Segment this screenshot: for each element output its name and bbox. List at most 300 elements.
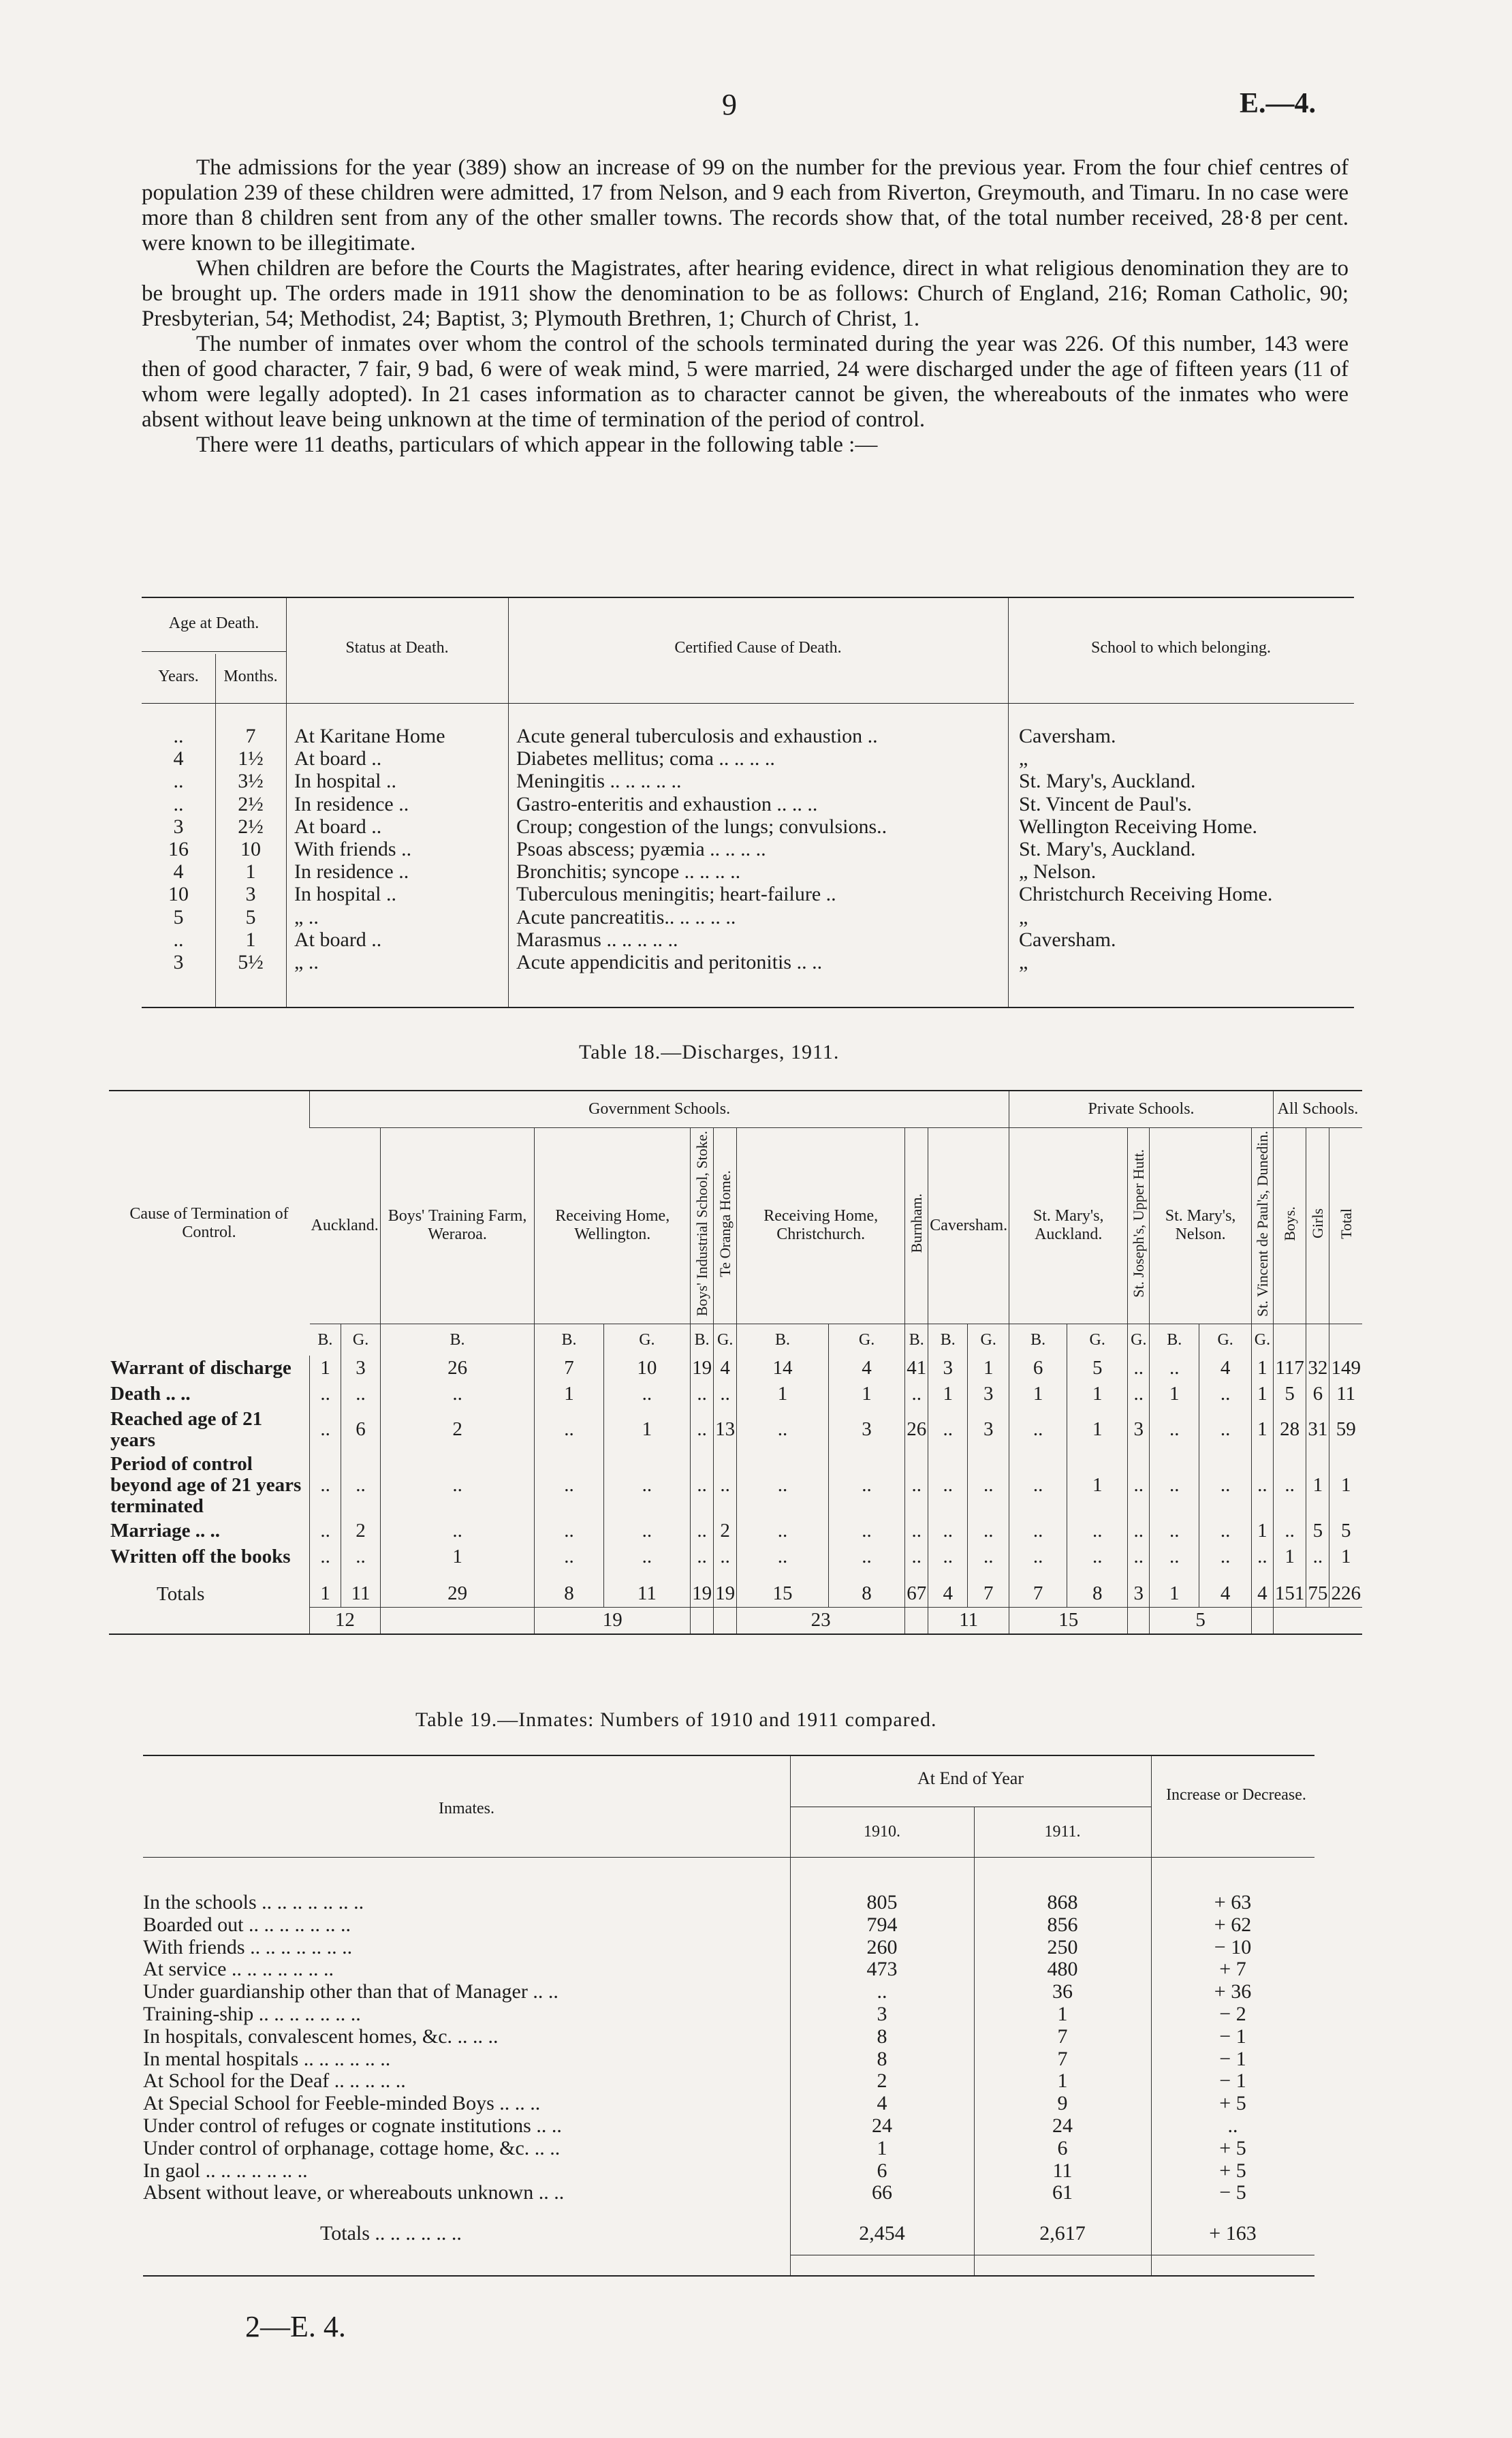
count-cell: .. — [535, 1407, 603, 1452]
total-cell: 75 — [1306, 1570, 1329, 1608]
total-cell: 4 — [928, 1570, 968, 1608]
subtotal-cell: 11 — [928, 1607, 1009, 1634]
count-cell: .. — [905, 1544, 928, 1570]
inmates-cell: 6 — [877, 2159, 887, 2182]
count-cell: .. — [737, 1407, 829, 1452]
deaths-cell: 3 — [173, 951, 184, 973]
count-cell: .. — [1150, 1452, 1199, 1518]
count-cell: 6 — [1009, 1356, 1067, 1381]
count-cell: .. — [905, 1381, 928, 1407]
inmates-cell: 11 — [1052, 2159, 1073, 2182]
total-cell: 4 — [1251, 1570, 1273, 1608]
subtotal-cell: 5 — [1150, 1607, 1252, 1634]
count-cell: .. — [310, 1407, 341, 1452]
total-cell: 19 — [714, 1570, 737, 1608]
inmates-cell: + 36 — [1214, 1980, 1252, 2003]
subtotals-row — [109, 1607, 1362, 1634]
count-cell: 26 — [905, 1407, 928, 1452]
boys-girls-subheader: G. — [1199, 1324, 1252, 1356]
count-cell: .. — [1009, 1518, 1067, 1544]
all-schools-header: All Schools. — [1273, 1091, 1362, 1127]
deaths-cell: Caversham. — [1019, 928, 1116, 951]
count-cell: 4 — [1199, 1356, 1252, 1381]
boys-girls-subheader: G. — [714, 1324, 737, 1356]
deaths-cell: 3½ — [238, 770, 264, 793]
count-cell: 1 — [1329, 1544, 1362, 1570]
total-cell: 8 — [535, 1570, 603, 1608]
deaths-cell: Diabetes mellitus; coma .. .. .. .. — [516, 747, 775, 770]
count-cell: 3 — [1128, 1407, 1150, 1452]
inmates-cell: 8 — [877, 2047, 887, 2070]
deaths-cell: St. Mary's, Auckland. — [1019, 770, 1196, 793]
paragraph-terminations: The number of inmates over whom the control of the schools terminated during the year was 226. Of this number, 143 were then of good character, 7 fair, 9 bad, 6 were of weak mind, 5 were married, 24 were discharged under the age of fifteen years (11 of whom were legally adopted). In 21 cases information as to character cannot be given, the whereabouts of the inmates who were absent without leave being unknown at the time of termination of the period of control. — [142, 332, 1349, 432]
inmates-cell: 2 — [877, 2069, 887, 2093]
discharges-table — [109, 1090, 1362, 1635]
count-cell: .. — [714, 1452, 737, 1518]
count-cell: .. — [1128, 1452, 1150, 1518]
cause-label: Reached age of 21 years — [110, 1407, 263, 1451]
inmates-cell: At service .. .. .. .. .. .. .. — [143, 1958, 334, 1981]
count-cell: .. — [828, 1544, 904, 1570]
count-cell: .. — [1199, 1452, 1252, 1518]
deaths-cell: 3 — [245, 883, 256, 906]
count-cell: .. — [714, 1544, 737, 1570]
inmates-cell: + 63 — [1214, 1891, 1252, 1913]
count-cell: 14 — [737, 1356, 829, 1381]
end-of-year-header: At End of Year — [917, 1768, 1024, 1788]
school-column-header — [905, 1127, 928, 1324]
count-cell: 1 — [1273, 1544, 1306, 1570]
count-cell: .. — [1199, 1544, 1252, 1570]
deaths-cell: „ — [1019, 905, 1028, 928]
inmates-cell: In mental hospitals .. .. .. .. .. .. — [143, 2047, 391, 2070]
count-cell: .. — [714, 1381, 737, 1407]
boys-girls-subheader: G. — [341, 1324, 381, 1356]
count-cell: .. — [341, 1452, 381, 1518]
count-cell: 1 — [1251, 1518, 1273, 1544]
total-cell: 4 — [1199, 1570, 1252, 1608]
count-cell: .. — [603, 1518, 691, 1544]
inmates-cell: Under control of refuges or cognate institutions .. .. — [143, 2114, 562, 2137]
count-cell: .. — [535, 1544, 603, 1570]
count-cell: .. — [968, 1452, 1009, 1518]
inmates-cell: 868 — [1047, 1891, 1078, 1913]
inmates-cell: 260 — [866, 1935, 898, 1958]
count-cell: .. — [310, 1518, 341, 1544]
school-column-header: Receiving Home, Christchurch. — [737, 1127, 905, 1324]
count-cell: 2 — [380, 1407, 535, 1452]
school-column-label: Total — [1337, 1208, 1355, 1239]
school-column-header: Auckland. — [311, 1216, 379, 1234]
count-cell: .. — [535, 1518, 603, 1544]
count-cell: 2 — [714, 1518, 737, 1544]
count-cell: 1 — [380, 1544, 535, 1570]
inmates-cell: Training-ship .. .. .. .. .. .. .. — [143, 2003, 361, 2025]
count-cell: .. — [691, 1407, 714, 1452]
count-cell: 19 — [691, 1356, 714, 1381]
deaths-cell: Acute appendicitis and peritonitis .. .. — [516, 951, 823, 973]
paragraph-deaths: There were 11 deaths, particulars of which appear in the following table :— — [196, 433, 878, 457]
deaths-cell: In hospital .. — [294, 770, 396, 793]
cause-header: Certified Cause of Death. — [674, 639, 842, 657]
inmates-cell: 4 — [877, 2092, 887, 2115]
footer-signature: 2—E. 4. — [245, 2310, 346, 2343]
total-cell: 11 — [603, 1570, 691, 1608]
deaths-cell: In hospital .. — [294, 883, 396, 906]
rule — [142, 1007, 1354, 1008]
total-cell: 67 — [905, 1570, 928, 1608]
boys-girls-subheader: B. — [737, 1324, 829, 1356]
total-cell: 15 — [737, 1570, 829, 1608]
boys-girls-subheader: G. — [1067, 1324, 1128, 1356]
count-cell: 149 — [1329, 1356, 1362, 1381]
rule — [143, 1755, 1314, 1756]
count-cell: 26 — [380, 1356, 535, 1381]
inmates-cell: 250 — [1047, 1935, 1078, 1958]
private-schools-header: Private Schools. — [1009, 1091, 1274, 1127]
count-cell: 1 — [737, 1381, 829, 1407]
inmates-cell: 2,454 — [859, 2222, 905, 2245]
subtotal-cell — [1251, 1607, 1273, 1634]
subtotal-cell — [691, 1607, 714, 1634]
count-cell: .. — [1199, 1407, 1252, 1452]
deaths-cell: 2½ — [238, 815, 264, 838]
inmates-cell: + 7 — [1219, 1958, 1246, 1981]
document-code: E.—4. — [1240, 88, 1317, 119]
count-cell: 1 — [1251, 1407, 1273, 1452]
count-cell: 1 — [535, 1381, 603, 1407]
inmates-cell: Absent without leave, or whereabouts unknown .. .. — [143, 2181, 565, 2204]
count-cell: 10 — [603, 1356, 691, 1381]
count-cell: .. — [380, 1518, 535, 1544]
total-cell: 1 — [310, 1570, 341, 1608]
count-cell: .. — [603, 1452, 691, 1518]
boys-girls-subheader: B. — [1150, 1324, 1199, 1356]
count-cell: 1 — [310, 1356, 341, 1381]
count-cell: .. — [968, 1518, 1009, 1544]
count-cell: 6 — [1306, 1381, 1329, 1407]
count-cell: .. — [905, 1452, 928, 1518]
inmates-cell: .. — [1227, 2114, 1238, 2137]
boys-girls-subheader: G. — [968, 1324, 1009, 1356]
count-cell: .. — [1128, 1356, 1150, 1381]
count-cell: .. — [1306, 1544, 1329, 1570]
school-column-header — [1251, 1127, 1273, 1324]
total-cell: 7 — [968, 1570, 1009, 1608]
deaths-cell: In residence .. — [294, 860, 409, 884]
count-cell: .. — [1199, 1518, 1252, 1544]
count-cell: .. — [1009, 1544, 1067, 1570]
table-row — [109, 1407, 1362, 1452]
count-cell: .. — [691, 1544, 714, 1570]
school-column-header: Receiving Home, Wellington. — [535, 1127, 691, 1324]
inmates-cell: + 5 — [1219, 2092, 1246, 2115]
count-cell: 31 — [1306, 1407, 1329, 1452]
count-cell: .. — [968, 1544, 1009, 1570]
inmates-cell: − 1 — [1219, 2047, 1246, 2070]
age-header: Age at Death. — [168, 614, 259, 632]
deaths-cell: „ Nelson. — [1019, 860, 1097, 884]
count-cell: 5 — [1067, 1356, 1128, 1381]
inmates-cell: 6 — [1057, 2136, 1068, 2159]
table-19-caption: Table 19.—Inmates: Numbers of 1910 and 1911 compared. — [415, 1708, 937, 1731]
inmates-cell: 480 — [1047, 1958, 1078, 1981]
count-cell: .. — [1128, 1544, 1150, 1570]
inmates-cell: 794 — [866, 1913, 898, 1936]
rule — [142, 597, 1354, 598]
deaths-cell: Christchurch Receiving Home. — [1019, 883, 1273, 906]
inmates-header: Inmates. — [439, 1800, 494, 1817]
deaths-cell: St. Mary's, Auckland. — [1019, 838, 1196, 860]
count-cell: 6 — [341, 1407, 381, 1452]
count-cell: .. — [1251, 1544, 1273, 1570]
table-18-caption: Table 18.—Discharges, 1911. — [579, 1041, 840, 1063]
count-cell: .. — [603, 1381, 691, 1407]
table-row — [109, 1356, 1362, 1381]
inmates-cell: With friends .. .. .. .. .. .. .. — [143, 1935, 353, 1958]
deaths-cell: At board .. — [294, 815, 382, 838]
school-column-label: Boys' Industrial School, Stoke. — [693, 1130, 711, 1317]
inmates-cell: 856 — [1047, 1913, 1078, 1936]
count-cell: .. — [1150, 1356, 1199, 1381]
count-cell: 1 — [1067, 1381, 1128, 1407]
rule — [143, 2275, 1314, 2277]
rule — [142, 703, 1354, 704]
intro-text — [142, 155, 1349, 458]
count-cell: 1 — [1251, 1381, 1273, 1407]
boys-girls-subheader: B. — [380, 1324, 535, 1356]
inmates-cell: In hospitals, convalescent homes, &c. .. .. .. — [143, 2025, 499, 2048]
school-column-header — [691, 1127, 714, 1324]
count-cell: 7 — [535, 1356, 603, 1381]
school-column-header — [1273, 1127, 1306, 1324]
school-column-header — [1329, 1127, 1362, 1324]
deaths-cell: 1½ — [238, 747, 264, 770]
page-number: 9 — [722, 88, 737, 121]
count-cell: .. — [928, 1452, 968, 1518]
inmates-cell: 24 — [872, 2114, 892, 2137]
deaths-cell: Meningitis .. .. .. .. .. — [516, 770, 682, 793]
deaths-cell: „ — [1019, 747, 1028, 770]
boys-girls-subheader — [1306, 1324, 1329, 1356]
count-cell: 1 — [1067, 1452, 1128, 1518]
inmates-cell: − 1 — [1219, 2025, 1246, 2048]
count-cell: 41 — [905, 1356, 928, 1381]
count-cell: .. — [1067, 1518, 1128, 1544]
inmates-cell: 3 — [877, 2003, 887, 2025]
years-header: Years. — [158, 668, 199, 685]
deaths-cell: In residence .. — [294, 792, 409, 815]
subtotal-cell: 19 — [535, 1607, 691, 1634]
count-cell: 1 — [1329, 1452, 1362, 1518]
table-row — [109, 1452, 1362, 1518]
deaths-cell: .. — [173, 928, 184, 951]
deaths-cell: 7 — [245, 725, 256, 747]
inmates-cell: 8 — [877, 2025, 887, 2048]
count-cell: 3 — [341, 1356, 381, 1381]
count-cell: 1 — [1150, 1381, 1199, 1407]
paragraph-admissions: The admissions for the year (389) show an increase of 99 on the number for the previous year. From the four chief centres of population 239 of these children were admitted, 17 from Nelson, and 9 each from Riverton, Greymouth, and Timaru. In no case were more than 8 children sent from any of the other smaller towns. The records show that, of the total number received, 28·8 per cent. were known to be illegitimate. — [142, 155, 1349, 255]
inmates-cell: 1 — [1057, 2069, 1068, 2093]
school-column-header — [1128, 1127, 1150, 1324]
deaths-cell: Psoas abscess; pyæmia .. .. .. .. — [516, 838, 766, 860]
months-header: Months. — [223, 668, 278, 685]
boys-girls-subheader — [1329, 1324, 1362, 1356]
boys-girls-subheader: G. — [828, 1324, 904, 1356]
deaths-cell: Tuberculous meningitis; heart-failure .. — [516, 883, 836, 906]
inmates-cell: Totals .. .. .. .. .. .. — [320, 2222, 462, 2245]
count-cell: .. — [341, 1544, 381, 1570]
school-column-label: Girls — [1309, 1208, 1327, 1238]
count-cell: .. — [1128, 1518, 1150, 1544]
deaths-cell: 5 — [245, 905, 256, 928]
count-cell: .. — [828, 1518, 904, 1544]
inmates-cell: At Special School for Feeble-minded Boys .. .. .. — [143, 2092, 541, 2115]
inmates-cell: 7 — [1057, 2047, 1068, 2070]
count-cell: .. — [1150, 1407, 1199, 1452]
count-cell: 1 — [1009, 1381, 1067, 1407]
total-cell: 29 — [380, 1570, 535, 1608]
count-cell: .. — [380, 1452, 535, 1518]
count-cell: .. — [341, 1381, 381, 1407]
boys-girls-subheader: G. — [603, 1324, 691, 1356]
inmates-cell: − 2 — [1219, 2003, 1246, 2025]
deaths-cell: With friends .. — [294, 838, 412, 860]
count-cell: .. — [691, 1452, 714, 1518]
inmates-cell: 1 — [1057, 2003, 1068, 2025]
count-cell: 32 — [1306, 1356, 1329, 1381]
cause-column-header: Cause of Termination of Control. — [129, 1204, 289, 1241]
deaths-cell: Caversham. — [1019, 725, 1116, 747]
total-cell: 11 — [341, 1570, 381, 1608]
count-cell: 5 — [1306, 1518, 1329, 1544]
table-row — [109, 1381, 1362, 1407]
count-cell: .. — [1150, 1544, 1199, 1570]
count-cell: 3 — [968, 1407, 1009, 1452]
count-cell: 1 — [603, 1407, 691, 1452]
inmates-cell: Under guardianship other than that of Manager .. .. — [143, 1980, 558, 2003]
count-cell: 3 — [968, 1381, 1009, 1407]
deaths-cell: 16 — [168, 838, 189, 860]
inmates-cell: 24 — [1052, 2114, 1073, 2137]
boys-girls-subheader: B. — [905, 1324, 928, 1356]
inmates-cell: 473 — [866, 1958, 898, 1981]
deaths-cell: 10 — [168, 883, 189, 906]
count-cell: .. — [1199, 1381, 1252, 1407]
deaths-cell: .. — [173, 770, 184, 793]
subtotal-cell: 15 — [1009, 1607, 1128, 1634]
count-cell: .. — [828, 1452, 904, 1518]
school-column-label: St. Vincent de Paul's, Dunedin. — [1253, 1130, 1271, 1317]
count-cell: 1 — [968, 1356, 1009, 1381]
count-cell: .. — [1273, 1518, 1306, 1544]
total-cell: 19 — [691, 1570, 714, 1608]
count-cell: 5 — [1329, 1518, 1362, 1544]
inmates-cell: 805 — [866, 1891, 898, 1913]
inmates-cell: 9 — [1057, 2092, 1068, 2115]
school-header: School to which belonging. — [1091, 639, 1271, 657]
subtotal-cell: 12 — [310, 1607, 381, 1634]
count-cell: 11 — [1329, 1381, 1362, 1407]
deaths-cell: 5½ — [238, 951, 264, 973]
government-schools-header: Government Schools. — [310, 1091, 1009, 1127]
deaths-cell: 3 — [173, 815, 184, 838]
year-1910-header: 1910. — [864, 1823, 900, 1841]
deaths-cell: St. Vincent de Paul's. — [1019, 792, 1192, 815]
count-cell: .. — [310, 1381, 341, 1407]
school-column-header: St. Mary's, Nelson. — [1150, 1127, 1252, 1324]
inmates-cell: − 1 — [1219, 2069, 1246, 2093]
inmates-cell: + 5 — [1219, 2159, 1246, 2182]
table-row — [109, 1518, 1362, 1544]
boys-girls-subheader: B. — [1009, 1324, 1067, 1356]
count-cell: .. — [535, 1452, 603, 1518]
boys-girls-subheader: B. — [310, 1324, 341, 1356]
count-cell: 117 — [1273, 1356, 1306, 1381]
school-column-header — [714, 1127, 737, 1324]
count-cell: .. — [1009, 1407, 1067, 1452]
deaths-cell: 4 — [173, 860, 184, 884]
subtotal-cell — [1128, 1607, 1150, 1634]
count-cell: .. — [310, 1544, 341, 1570]
subtotal-cell — [1273, 1607, 1362, 1634]
count-cell: .. — [928, 1544, 968, 1570]
school-column-label: Boys. — [1281, 1206, 1299, 1241]
deaths-cell: 1 — [245, 860, 256, 884]
school-column-header: Caversham. — [928, 1127, 1009, 1324]
deaths-cell: Bronchitis; syncope .. .. .. .. — [516, 860, 741, 884]
school-column-header: St. Mary's, Auckland. — [1009, 1127, 1128, 1324]
boys-girls-subheader: B. — [691, 1324, 714, 1356]
count-cell: 5 — [1273, 1381, 1306, 1407]
count-cell: 1 — [1306, 1452, 1329, 1518]
count-cell: .. — [737, 1544, 829, 1570]
total-cell: 151 — [1273, 1570, 1306, 1608]
count-cell: 4 — [714, 1356, 737, 1381]
inmates-cell: − 10 — [1214, 1935, 1252, 1958]
cause-label: Warrant of discharge — [110, 1357, 292, 1379]
subtotal-cell: 23 — [737, 1607, 905, 1634]
count-cell: 1 — [1067, 1407, 1128, 1452]
count-cell: 4 — [828, 1356, 904, 1381]
inmates-cell: Boarded out .. .. .. .. .. .. .. — [143, 1913, 351, 1936]
inmates-cell: 7 — [1057, 2025, 1068, 2048]
count-cell: .. — [380, 1381, 535, 1407]
inmates-cell: Under control of orphanage, cottage home, &c. .. .. — [143, 2136, 561, 2159]
deaths-cell: At Karitane Home — [294, 725, 445, 747]
count-cell: .. — [737, 1518, 829, 1544]
count-cell: 28 — [1273, 1407, 1306, 1452]
count-cell: .. — [1150, 1518, 1199, 1544]
subtotal-cell — [714, 1607, 737, 1634]
subtotal-cell — [905, 1607, 928, 1634]
totals-row — [109, 1570, 1362, 1608]
school-column-label: St. Joseph's, Upper Hutt. — [1130, 1149, 1148, 1298]
count-cell: 3 — [928, 1356, 968, 1381]
count-cell: .. — [603, 1544, 691, 1570]
boys-girls-subheader: G. — [1251, 1324, 1273, 1356]
inmates-cell: + 5 — [1219, 2136, 1246, 2159]
inmates-cell: At School for the Deaf .. .. .. .. .. — [143, 2069, 406, 2093]
boys-girls-subheader: G. — [1128, 1324, 1150, 1356]
count-cell: .. — [691, 1518, 714, 1544]
inmates-cell: In gaol .. .. .. .. .. .. .. — [143, 2159, 308, 2182]
table-row — [109, 1544, 1362, 1570]
school-column-label: Te Oranga Home. — [716, 1170, 734, 1277]
inmates-cell: 61 — [1052, 2181, 1073, 2204]
school-column-label: Burnham. — [908, 1193, 926, 1253]
inmates-cell: + 163 — [1209, 2222, 1257, 2245]
